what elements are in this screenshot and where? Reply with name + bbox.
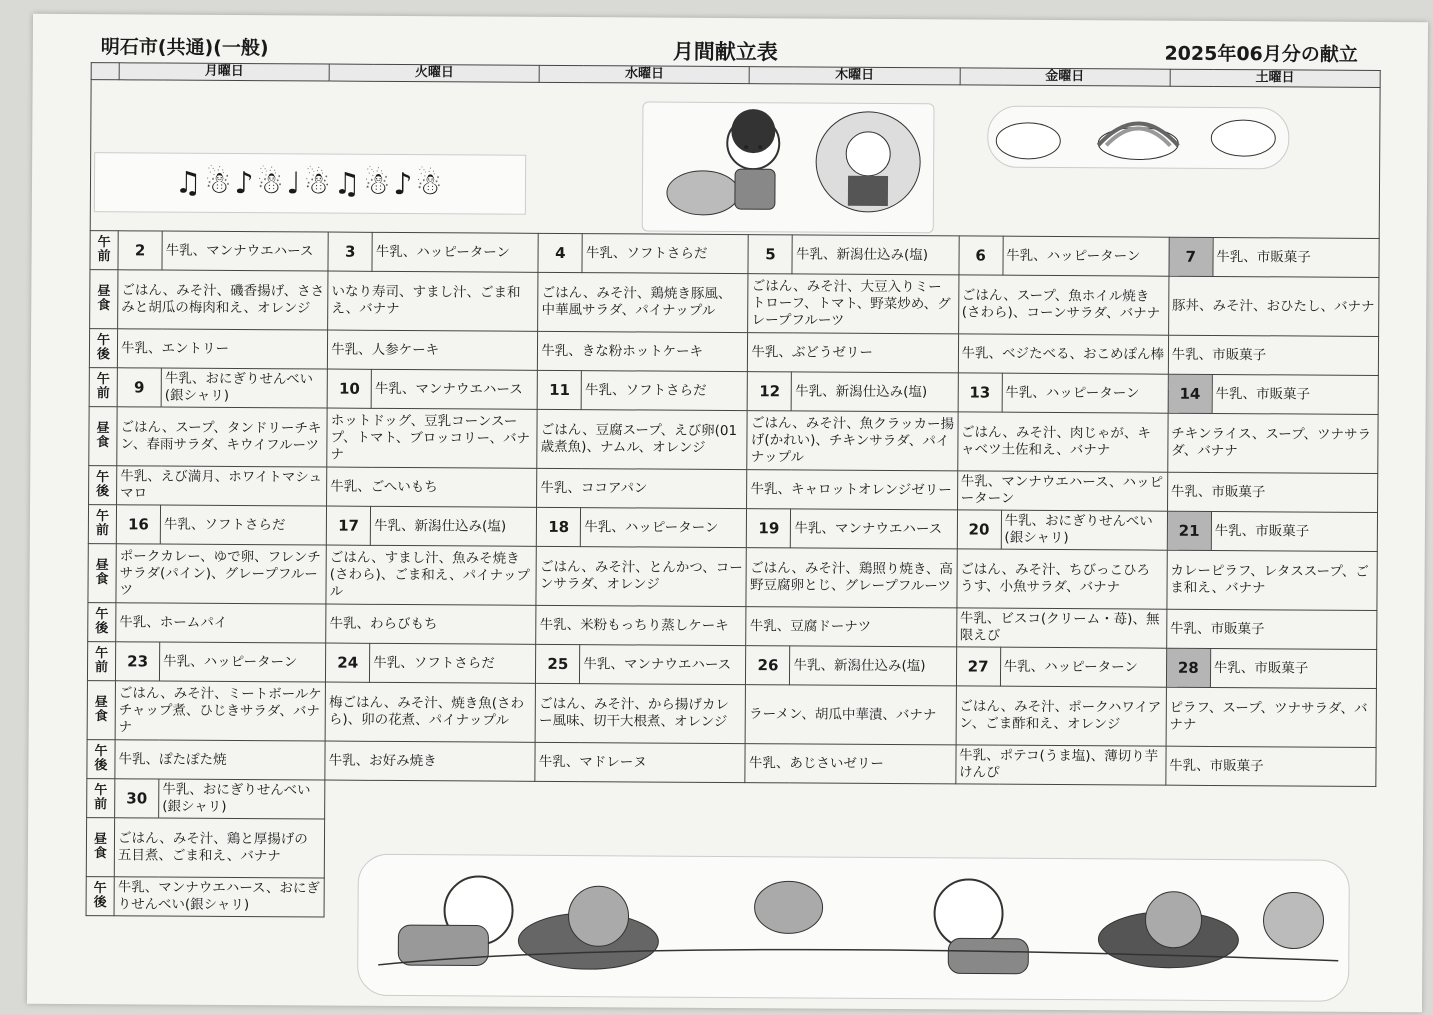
date-number: 27 xyxy=(956,647,1000,686)
date-number: 30 xyxy=(115,779,159,818)
row-label-lunch: 昼食 xyxy=(90,270,118,329)
row-label-morning: 午前 xyxy=(88,505,116,544)
lunch-cell: 豚丼、みそ汁、おひたし、バナナ xyxy=(1168,276,1379,336)
music-notes-sticker: ♫☃♪☃♩☃♫☃♪☃ xyxy=(94,152,526,215)
afternoon-snack-cell: 牛乳、わらびもち xyxy=(326,604,536,644)
morning-snack-cell: 牛乳、マンナウエハース xyxy=(791,509,957,549)
morning-snack-cell: 牛乳、市販菓子 xyxy=(1210,649,1377,689)
date-number: 18 xyxy=(537,508,581,547)
afternoon-snack-cell: 牛乳、ホームパイ xyxy=(116,603,326,643)
afternoon-snack-cell: 牛乳、市販菓子 xyxy=(1166,609,1377,649)
morning-snack-cell: 牛乳、おにぎりせんべい(銀シャリ) xyxy=(159,779,325,819)
afternoon-snack-cell: 牛乳、えび満月、ホワイトマシュマロ xyxy=(117,466,327,506)
empty-cell xyxy=(325,780,535,820)
date-number: 21 xyxy=(1167,511,1211,550)
afternoon-snack-cell: 牛乳、市販菓子 xyxy=(1168,335,1379,375)
lunch-cell: ホットドッグ、豆乳コーンスープ、トマト、ブロッコリー、バナナ xyxy=(327,408,537,468)
morning-snack-cell: 牛乳、おにぎりせんべい(銀シャリ) xyxy=(1001,510,1167,550)
date-number: 4 xyxy=(538,234,582,273)
date-number: 24 xyxy=(326,643,370,682)
lunch-cell: ごはん、みそ汁、ミートボールケチャップ煮、ひじきサラダ、バナナ xyxy=(115,681,325,741)
date-number: 6 xyxy=(959,236,1003,275)
morning-snack-cell: 牛乳、ソフトさらだ xyxy=(581,371,747,411)
row-label-morning: 午前 xyxy=(87,642,115,681)
date-number: 3 xyxy=(328,232,372,271)
date-number: 26 xyxy=(746,646,790,685)
lunch-cell: ごはん、みそ汁、肉じゃが、キャベツ土佐和え、バナナ xyxy=(957,412,1167,472)
afternoon-snack-cell: 牛乳、ごへいもち xyxy=(327,467,537,507)
morning-snack-cell: 牛乳、マンナウエハース xyxy=(162,231,328,271)
afternoon-snack-cell: 牛乳、マンナウエハース、ハッピーターン xyxy=(957,471,1167,511)
day-header-5: 金曜日 xyxy=(960,68,1170,87)
lunch-cell: カレーピラフ、レタススープ、ごま和え、バナナ xyxy=(1167,550,1378,610)
date-number: 10 xyxy=(327,369,371,408)
morning-snack-cell: 牛乳、ハッピーターン xyxy=(1000,647,1166,687)
afternoon-snack-cell: 牛乳、米粉もっちり蒸しケーキ xyxy=(536,606,746,646)
day-header-1: 月曜日 xyxy=(119,63,329,82)
morning-snack-cell: 牛乳、ソフトさらだ xyxy=(582,234,748,274)
empty-cell xyxy=(745,783,955,823)
row-label-afternoon: 午後 xyxy=(89,329,117,368)
morning-snack-cell: 牛乳、新潟仕込み(塩) xyxy=(370,507,536,547)
morning-snack-cell: 牛乳、市販菓子 xyxy=(1213,238,1380,278)
morning-snack-cell: 牛乳、ソフトさらだ xyxy=(370,644,536,684)
afternoon-snack-cell: 牛乳、あじさいゼリー xyxy=(745,744,955,784)
date-number: 12 xyxy=(748,372,792,411)
morning-snack-cell: 牛乳、市販菓子 xyxy=(1212,375,1379,415)
morning-snack-cell: 牛乳、ハッピーターン xyxy=(1002,373,1168,413)
row-label-afternoon: 午後 xyxy=(87,740,115,779)
afternoon-snack-cell: 牛乳、市販菓子 xyxy=(1167,472,1378,512)
date-number: 9 xyxy=(117,368,161,407)
date-number: 28 xyxy=(1166,648,1210,687)
lunch-cell: ごはん、みそ汁、から揚げカレー風味、切干大根煮、オレンジ xyxy=(535,684,745,744)
empty-cell xyxy=(535,782,745,822)
morning-snack-cell: 牛乳、新潟仕込み(塩) xyxy=(792,372,958,412)
row-label-lunch: 昼食 xyxy=(88,544,116,603)
afternoon-snack-cell: 牛乳、ココアパン xyxy=(537,469,747,509)
lunch-cell: ごはん、みそ汁、磯香揚げ、ささみと胡瓜の梅肉和え、オレンジ xyxy=(118,270,328,330)
date-number: 13 xyxy=(958,373,1002,412)
birthday-girl-illustration xyxy=(643,102,934,232)
babies-snails-frogs-sticker xyxy=(357,854,1350,1002)
afternoon-snack-cell: 牛乳、市販菓子 xyxy=(1166,746,1377,786)
lunch-cell: ごはん、スープ、タンドリーチキン、春雨サラダ、キウイフルーツ xyxy=(117,407,327,467)
afternoon-snack-cell: 牛乳、マンナウエハース、おにぎりせんべい(銀シャリ) xyxy=(114,877,324,917)
day-header-4: 木曜日 xyxy=(750,67,960,86)
row-label-afternoon: 午後 xyxy=(86,877,114,916)
afternoon-snack-cell: 牛乳、マドレーヌ xyxy=(535,743,745,783)
date-number: 11 xyxy=(537,371,581,410)
lunch-cell: チキンライス、スープ、ツナサラダ、バナナ xyxy=(1167,413,1378,473)
facility-name: 明石市(共通)(一般) xyxy=(100,36,269,60)
afternoon-snack-cell: 牛乳、ベジたべる、おこめぽん棒 xyxy=(958,334,1168,374)
morning-snack-cell: 牛乳、新潟仕込み(塩) xyxy=(790,646,956,686)
rainbow-cloud-sticker xyxy=(987,106,1289,170)
day-header-6: 土曜日 xyxy=(1170,69,1380,88)
afternoon-snack-cell: 牛乳、ポテコ(うま塩)、薄切り芋けんぴ xyxy=(955,745,1165,785)
afternoon-snack-cell: 牛乳、きな粉ホットケーキ xyxy=(538,332,748,372)
date-number: 7 xyxy=(1169,237,1213,276)
lunch-cell: ごはん、みそ汁、鶏焼き豚風、中華風サラダ、パイナップル xyxy=(538,273,748,333)
lunch-cell: ごはん、みそ汁、ちびっこひろうす、小魚サラダ、バナナ xyxy=(957,549,1167,609)
morning-snack-cell: 牛乳、ハッピーターン xyxy=(372,233,538,273)
morning-snack-cell: 牛乳、ハッピーターン xyxy=(1003,236,1169,276)
morning-snack-cell: 牛乳、マンナウエハース xyxy=(580,645,746,685)
morning-snack-cell: 牛乳、おにぎりせんべい(銀シャリ) xyxy=(161,368,327,408)
afternoon-snack-cell: 牛乳、人参ケーキ xyxy=(328,330,538,370)
morning-snack-cell: 牛乳、新潟仕込み(塩) xyxy=(792,235,958,275)
date-number: 20 xyxy=(957,510,1001,549)
date-number: 23 xyxy=(115,642,159,681)
rainbow-cloud-illustration xyxy=(988,107,1288,169)
row-label-afternoon: 午後 xyxy=(88,603,116,642)
row-label-lunch: 昼食 xyxy=(89,407,117,466)
afternoon-snack-cell: 牛乳、豆腐ドーナツ xyxy=(746,607,956,647)
afternoon-snack-cell: 牛乳、お好み焼き xyxy=(325,741,535,781)
row-label-afternoon: 午後 xyxy=(89,466,117,505)
row-label-morning: 午前 xyxy=(90,231,118,270)
row-label-morning: 午前 xyxy=(89,368,117,407)
lunch-cell: ラーメン、胡瓜中華漬、バナナ xyxy=(746,685,956,745)
morning-snack-cell: 牛乳、ソフトさらだ xyxy=(160,505,326,545)
lunch-cell: ごはん、みそ汁、大豆入りミートローフ、トマト、野菜炒め、グレープフルーツ xyxy=(748,274,958,334)
afternoon-snack-cell: 牛乳、ぽたぽた焼 xyxy=(115,740,325,780)
lunch-cell: ごはん、みそ汁、魚クラッカー揚げ(かれい)、チキンサラダ、パイナップル xyxy=(747,411,957,471)
empty-cell xyxy=(1165,785,1376,825)
menu-period: 2025年06月分の献立 xyxy=(1164,42,1358,66)
birthday-girl-sticker xyxy=(642,101,935,233)
page-title: 月間献立表 xyxy=(672,39,778,65)
date-number: 2 xyxy=(118,231,162,270)
babies-snails-frogs-illustration xyxy=(358,855,1349,1001)
date-number: 16 xyxy=(116,505,160,544)
date-number: 17 xyxy=(326,506,370,545)
morning-snack-cell: 牛乳、マンナウエハース xyxy=(371,370,537,410)
empty-cell xyxy=(955,784,1165,824)
row-label-lunch: 昼食 xyxy=(87,681,115,740)
date-number: 5 xyxy=(748,235,792,274)
afternoon-snack-cell: 牛乳、エントリー xyxy=(117,329,327,369)
lunch-cell: ごはん、みそ汁、ポークハワイアン、ごま酢和え、オレンジ xyxy=(956,686,1166,746)
menu-sheet xyxy=(27,14,1428,1013)
lunch-cell: ごはん、みそ汁、とんかつ、コーンサラダ、オレンジ xyxy=(536,547,746,607)
morning-snack-cell: 牛乳、市販菓子 xyxy=(1211,512,1378,552)
day-header-2: 火曜日 xyxy=(329,64,539,83)
row-label-lunch: 昼食 xyxy=(86,818,114,877)
lunch-cell: ごはん、みそ汁、鶏と厚揚げの五目煮、ごま和え、バナナ xyxy=(114,818,324,878)
corner-cell xyxy=(91,63,119,80)
morning-snack-cell: 牛乳、ハッピーターン xyxy=(159,642,325,682)
afternoon-snack-cell: 牛乳、ぶどうゼリー xyxy=(748,333,958,373)
lunch-cell: いなり寿司、すまし汁、ごま和え、バナナ xyxy=(328,271,538,331)
lunch-cell: 梅ごはん、みそ汁、焼き魚(さわら)、卯の花煮、パイナップル xyxy=(325,682,535,742)
lunch-cell: ピラフ、スープ、ツナサラダ、バナナ xyxy=(1166,687,1377,747)
lunch-cell: ごはん、みそ汁、鶏照り焼き、高野豆腐卵とじ、グレープフルーツ xyxy=(746,548,956,608)
day-header-3: 水曜日 xyxy=(539,65,749,84)
afternoon-snack-cell: 牛乳、ビスコ(クリーム・苺)、無限えび xyxy=(956,608,1166,648)
lunch-cell: ごはん、スープ、魚ホイル焼き(さわら)、コーンサラダ、バナナ xyxy=(958,275,1168,335)
lunch-cell: ごはん、豆腐スープ、えび卵(01歳煮魚)、ナムル、オレンジ xyxy=(537,410,747,470)
date-number: 25 xyxy=(536,645,580,684)
row-label-morning: 午前 xyxy=(87,779,115,818)
lunch-cell: ポークカレー、ゆで卵、フレンチサラダ(パイン)、グレープフルーツ xyxy=(116,544,326,604)
morning-snack-cell: 牛乳、ハッピーターン xyxy=(581,508,747,548)
date-number: 19 xyxy=(747,509,791,548)
date-number: 14 xyxy=(1168,374,1212,413)
lunch-cell: ごはん、すまし汁、魚みそ焼き(さわら)、ごま和え、パイナップル xyxy=(326,545,536,605)
afternoon-snack-cell: 牛乳、キャロットオレンジゼリー xyxy=(747,470,957,510)
